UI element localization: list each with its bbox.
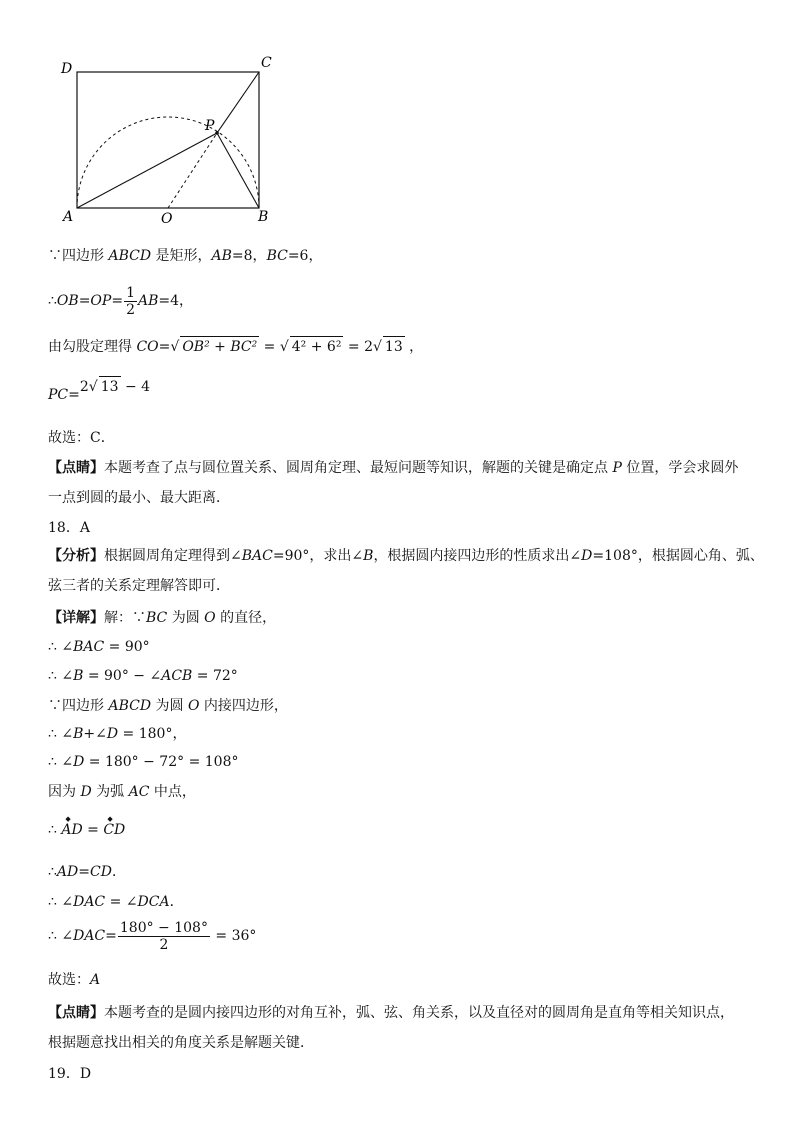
text-line — [48, 820, 125, 840]
text: = 2 — [343, 339, 373, 355]
text-line — [48, 970, 100, 990]
segment-o-p-dashed — [168, 133, 217, 208]
text-line — [48, 782, 196, 802]
math-var: DAC — [73, 928, 106, 944]
text: 四边形 — [62, 248, 109, 264]
text: 中点， — [149, 784, 196, 800]
segment-p-b — [217, 133, 259, 208]
math-var: ABCD — [108, 248, 152, 264]
math-var: AC — [128, 784, 150, 800]
text: 本题考查了点与圆位置关系、圆周角定理、最短问题等知识，解题的关键是确定点 — [104, 460, 613, 476]
text: =6， — [287, 248, 323, 264]
text: 内接四边形， — [199, 698, 288, 714]
fraction-numerator: 1 — [126, 284, 135, 301]
math-var: B — [363, 548, 374, 564]
text: = ∠ — [105, 894, 138, 910]
radicand: 13 — [383, 336, 405, 357]
question-number: 19．D — [48, 1066, 92, 1082]
math-var: PC — [48, 387, 69, 403]
text-line — [48, 752, 238, 772]
text-line — [48, 637, 150, 657]
label-b: B — [258, 209, 269, 225]
text: 故选： — [48, 972, 90, 988]
math-var: DCA — [137, 894, 170, 910]
math-var: ACB — [161, 668, 193, 684]
text-line: 根据题意找出相关的角度关系是解题关键． — [48, 1035, 314, 1051]
text: = — [82, 822, 104, 838]
math-var: B — [73, 668, 84, 684]
semicircle-dashed — [77, 117, 259, 208]
text: 根据圆周角定理得到∠ — [104, 548, 242, 564]
text-line — [48, 546, 764, 566]
text: ， — [404, 339, 424, 355]
section-tag: 【点睛】 — [48, 460, 104, 476]
text: ，根据圆内接四边形的性质求出∠ — [373, 548, 582, 564]
text: ∴ — [48, 864, 57, 880]
radical-sign: √ — [372, 339, 382, 355]
segment-a-p — [77, 133, 217, 208]
text: ∴ ∠ — [48, 639, 74, 655]
text: 本题考查的是圆内接四边形的对角互补，弧、弦、角关系，以及直径对的圆周角是直角等相关知识点， — [104, 1005, 734, 1021]
section-tag: 【点睛】 — [48, 1005, 104, 1021]
math-var: D — [581, 548, 593, 564]
radical-sign: √ — [88, 379, 98, 395]
text: ∴ ∠ — [48, 894, 74, 910]
radicand: 4² + 6² — [290, 336, 344, 357]
math-var: D — [80, 784, 92, 800]
math-var: BC — [266, 248, 288, 264]
math-var: D — [106, 726, 119, 742]
text-line — [48, 892, 184, 912]
text: =4， — [158, 293, 194, 309]
text: ． — [111, 864, 126, 880]
segment-p-c — [217, 72, 259, 133]
text: = 36° — [210, 928, 257, 944]
math-var: A — [90, 972, 101, 988]
point-p — [215, 131, 219, 135]
question-number: 18．A — [48, 520, 90, 536]
text: 因为 — [48, 784, 81, 800]
math-var: O — [187, 698, 200, 714]
text: 位置，学会求圆外 — [621, 460, 739, 476]
math-var: B — [73, 726, 84, 742]
fraction-denominator: 2 — [159, 936, 169, 953]
text: = 180°， — [118, 726, 187, 742]
label-d: D — [61, 61, 73, 77]
text-line — [48, 696, 288, 716]
radicand: 13 — [99, 376, 121, 397]
text: 由勾股定理得 — [48, 339, 137, 355]
fraction — [118, 920, 210, 953]
section-tag: 【分析】 — [48, 548, 104, 564]
text-line — [48, 918, 256, 954]
math-var: D — [73, 754, 85, 770]
because-symbol: ∵ — [48, 248, 62, 264]
text-line: 一点到圆的最小、最大距离． — [48, 490, 230, 506]
text: =8， — [231, 248, 267, 264]
section-tag: 【详解】 — [48, 610, 104, 626]
text-line — [48, 336, 423, 357]
text-line — [48, 666, 238, 686]
text: = 90° — [104, 639, 150, 655]
text: = — [78, 293, 91, 309]
math-var: BAC — [73, 639, 105, 655]
rectangle-abcd — [77, 72, 259, 208]
text-line — [48, 608, 276, 628]
label-o: O — [161, 211, 173, 227]
math-var: AB — [137, 293, 159, 309]
text-line — [48, 862, 126, 882]
text: − 4 — [120, 379, 151, 395]
arc-cd: ◆ CD — [103, 820, 125, 840]
text: 2 — [79, 379, 89, 395]
text-line — [48, 284, 193, 318]
text-line — [48, 246, 322, 266]
text: = — [111, 293, 124, 309]
text: ∴ ∠ — [48, 726, 74, 742]
math-var: AB — [211, 248, 232, 264]
fraction — [124, 285, 137, 318]
text-line — [48, 724, 186, 744]
radical-sign: √ — [279, 339, 289, 355]
math-var: CO — [136, 339, 159, 355]
label-c: C — [261, 55, 272, 71]
radicand: OB² + BC² — [180, 336, 259, 357]
therefore-symbol: ∴ — [48, 293, 57, 309]
text: 为圆 — [151, 698, 188, 714]
math-var: OB — [56, 293, 79, 309]
geometry-figure — [55, 55, 315, 235]
text-line: 弦三者的关系定理解答即可． — [48, 578, 230, 594]
math-var: BC — [146, 610, 168, 626]
fraction-denominator: 2 — [126, 301, 135, 318]
arc-ad: ◆ AD — [61, 820, 82, 840]
text-line — [48, 1003, 734, 1023]
fraction-numerator: 180° − 108° — [119, 919, 208, 936]
math-var: AD — [56, 864, 79, 880]
text: = — [158, 339, 171, 355]
text: =90°，求出∠ — [272, 548, 364, 564]
text: 为弧 — [91, 784, 129, 800]
text: ． — [169, 894, 184, 910]
math-var: BAC — [241, 548, 273, 564]
text-line — [48, 458, 738, 478]
text: 为圆 — [167, 610, 205, 626]
text: ∴ — [48, 822, 62, 838]
text: 的直径， — [215, 610, 277, 626]
text-line — [48, 379, 151, 405]
radical-sign: √ — [170, 339, 180, 355]
math-var: OP — [90, 293, 112, 309]
text: = — [105, 928, 117, 944]
math-var: DAC — [73, 894, 106, 910]
text: 是矩形， — [151, 248, 212, 264]
text: = — [68, 387, 80, 403]
math-var: P — [612, 460, 622, 476]
text: +∠ — [83, 726, 107, 742]
label-a: A — [63, 209, 74, 225]
text-line: 故选：C． — [48, 430, 115, 446]
text: = 90° − ∠ — [83, 668, 162, 684]
label-p: P — [205, 118, 215, 134]
math-var: CD — [90, 864, 112, 880]
text: 解：∵ — [104, 610, 146, 626]
math-var: ABCD — [108, 698, 152, 714]
math-var: O — [204, 610, 216, 626]
text: ∴ ∠ — [48, 754, 74, 770]
text: = — [259, 339, 280, 355]
text: = 180° − 72° = 108° — [84, 754, 239, 770]
text: = 72° — [192, 668, 238, 684]
text: ∴ ∠ — [48, 668, 74, 684]
text: =108°，根据圆心角、弧、 — [592, 548, 764, 564]
text: = — [78, 864, 90, 880]
text: ∵四边形 — [48, 698, 109, 714]
text: ∴ ∠ — [48, 928, 74, 944]
